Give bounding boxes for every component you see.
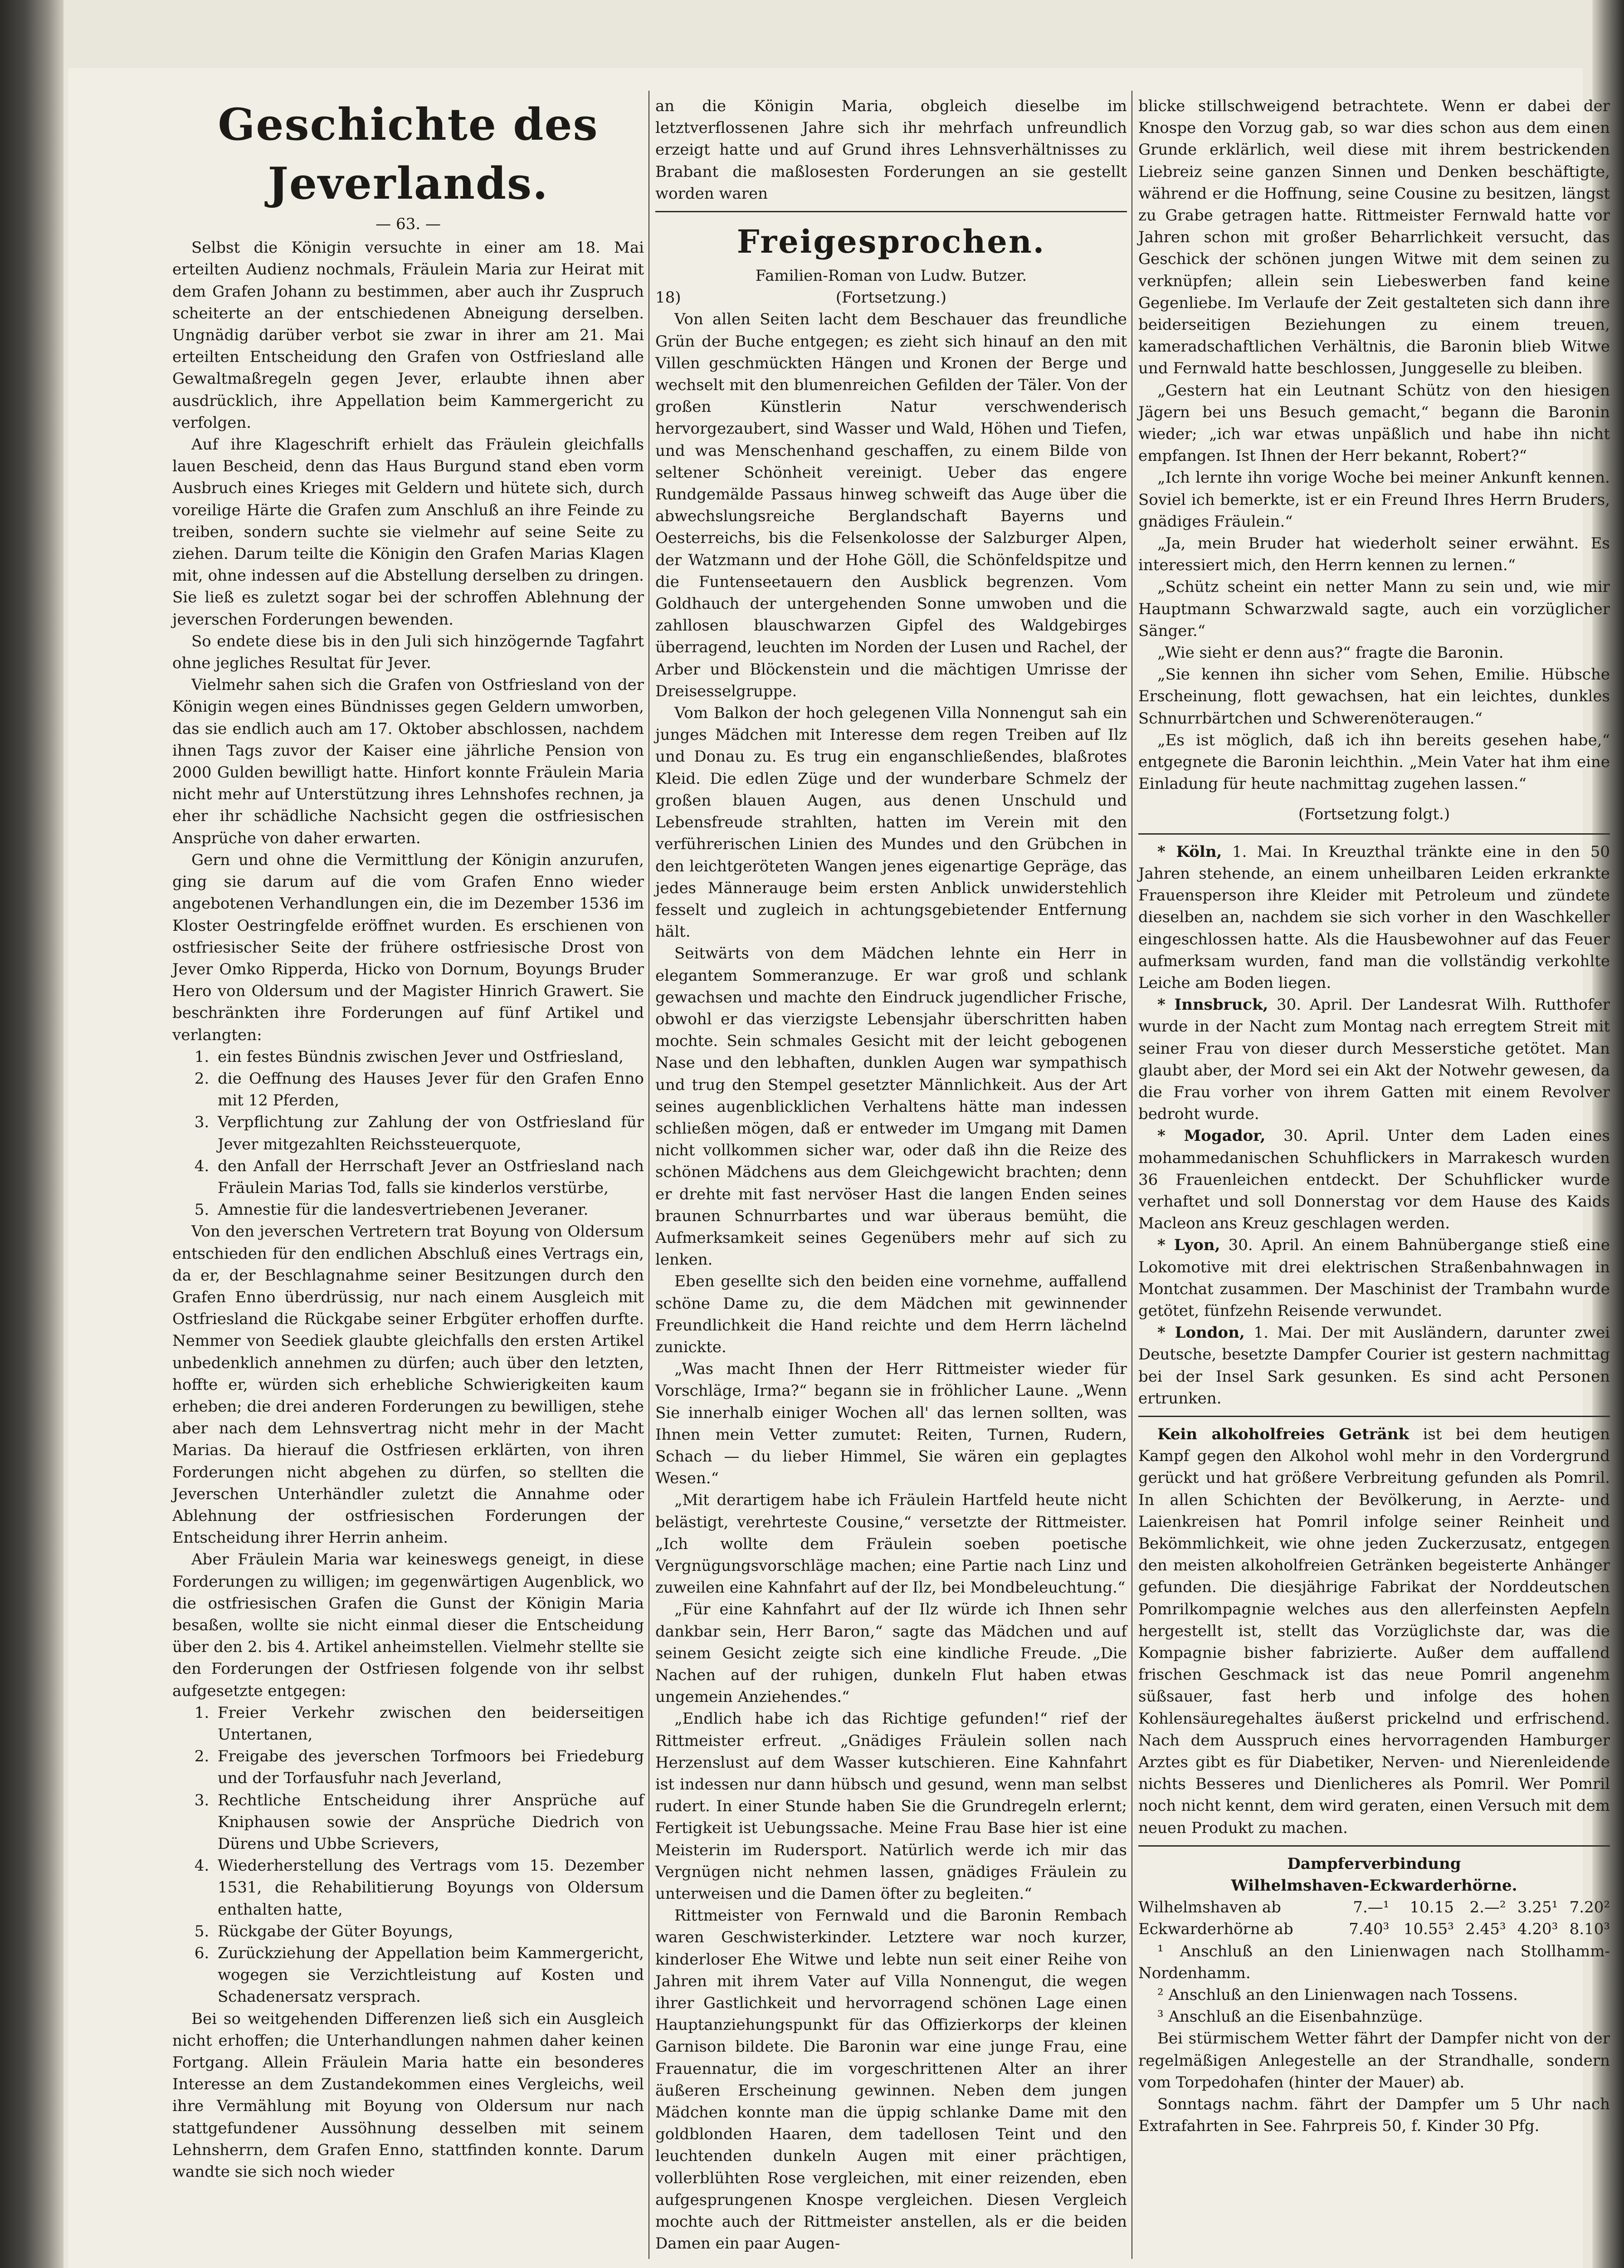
column-2 bbox=[655, 95, 1127, 2255]
table-row bbox=[1138, 1918, 1610, 1940]
paragraph: Aber Fräulein Maria war keineswegs geneigt, in diese Forderungen zu willigen; im gegenwärtigen Augenblick, wo die ostfriesischen Grafen die Gunst der Königin Maria besaßen, wollte sie nicht einmal dieser die Entscheidung über den 2. bis 4. Artikel anheimstellen. Vielmehr stellte sie den Forderungen der Ostfriesen folgende von ihr selbst aufgesetzte entgegen: bbox=[172, 1550, 644, 1700]
column-3 bbox=[1138, 95, 1610, 2137]
schedule-time: 4.20³ bbox=[1517, 1920, 1558, 1939]
paragraph: Eben gesellte sich den beiden eine vornehme, auffallend schöne Dame zu, die dem Mädchen mit gewinnender Freundlichkeit die Hand reichte und dem Herrn lächelnd zunickte. bbox=[655, 1272, 1127, 1356]
table-row bbox=[1138, 1897, 1610, 1918]
schedule-time: 8.10³ bbox=[1569, 1920, 1610, 1939]
news-item bbox=[1138, 841, 1610, 994]
counter-demands-list bbox=[172, 1702, 644, 2008]
paragraph: Vom Balkon der hoch gelegenen Villa Nonnengut sah ein junges Mädchen mit Interesse dem regen Treiben auf Ilz und Donau zu. Es trug ein enganschließendes, blaßrotes Kleid. Die edlen Züge und der wunderbare Schmelz der großen blauen Augen, aus denen Unschuld und Lebensfreude strahlten, hatten im Verein mit den verführerischen Linien des Mundes und den Grübchen in den leichtgeröteten Wangen jenes eigenartige Gepräge, das jedes Männerauge beim ersten Anblick unwiderstehlich fesselt und zugleich in achtungsgebietender Entfernung hält. bbox=[655, 704, 1127, 941]
paragraph: So endete diese bis in den Juli sich hinzögernde Tagfahrt ohne jegliches Resultat für Jever. bbox=[172, 632, 644, 673]
schedule-time: 3.25¹ bbox=[1517, 1898, 1558, 1917]
paragraph: „Wie sieht er denn aus?“ fragte die Baronin. bbox=[1157, 644, 1504, 662]
news-item bbox=[1138, 994, 1610, 1125]
schedule-time: 2.—² bbox=[1469, 1898, 1506, 1917]
paragraph: „Mit derartigem habe ich Fräulein Hartfeld heute nicht belästigt, verehrteste Cousine,“ versetzte der Rittmeister. „Ich wollte dem Fräulein soeben poetische Vergnügungsvorschläge machen; eine Partie nach Linz und zuweilen eine Kahnfahrt auf der Ilz, bei Mondbeleuchtung.“ bbox=[655, 1491, 1127, 1597]
list-item: 5. Amnestie für die landesvertriebenen Jeveraner. bbox=[214, 1199, 644, 1221]
footnote: ¹ Anschluß an den Linienwagen nach Stollhamm-Nordenhamm. bbox=[1138, 1942, 1610, 1982]
ad-text: ist bei dem heutigen Kampf gegen den Alkohol wohl mehr in den Vordergrund gerückt und hat größere Verbreitung gefunden als Pomril. In allen Schichten der Bevölkerung, in Aerzte- und Laienkreisen hat Pomril infolge seiner Reinheit und Bekömmlichkeit, wie ohne jeden Zuckerzusatz, entgegen den meisten alkoholfreien Getränken begeisterte Anhänger gefunden. Die diesjährige Fabrikat der Norddeutschen Pomrilkompagnie welches aus den allerfeinsten Aepfeln hergestellt ist, stellt das Vorzüglichste dar, was die Kompagnie bisher fabrizierte. Außer dem auffallend frischen Geschmack ist das neue Pomril angenehm süßsauer, fast herb und infolge des hohen Kohlensäuregehaltes äußerst prickelnd und erfrischend. Nach dem Ausspruch eines hervorragenden Hamburger Arztes gibt es für Diabetiker, Nerven- und Nierenleidende nichts Besseres und Dienlicheres als Pomril. Wer Pomril noch nicht kennt, dem wird geraten, einen Versuch mit dem neuen Produkt zu machen. bbox=[1138, 1425, 1610, 1837]
paragraph: Von allen Seiten lacht dem Beschauer das freundliche Grün der Buche entgegen; es zieht sich hinauf an den mit Villen geschmückten Hängen und Kronen der Berge und wechselt mit den blumenreichen Gefilden der Täler. Von der großen Künstlerin Natur verschwenderisch hervorgezaubert, sind Wasser und Wald, Höhen und Tiefen, und was Menschenhand geschaffen, zu einem Bilde von seltener Schönheit vereinigt. Ueber das engere Rundgemälde Passaus hinweg schweift das Auge über die abwechslungsreiche Berglandschaft Bayerns und Oesterreichs, bis die Felsenkolosse der Salzburger Alpen, der Watzmann und der Hohe Göll, die Schönfeldspitze und die Funtenseetauern den Ausblick begrenzen. Vom Goldhauch der untergehenden Sonne umwoben und die zahllosen blauschwarzen Gipfel des Waldgebirges überragend, leuchten im Norden der Lusen und Rachel, der Arber und Blöckenstein und die mächtigen Umrisse der Dreisesselgruppe. bbox=[655, 310, 1127, 700]
news-text: 30. April. Der Landesrat Wilh. Rutthofer wurde in der Nacht zum Montag nach erregtem Streit mit seiner Frau von dieser durch Messerstiche getötet. Man glaubt aber, der Mord sei ein Akt der Notwehr gewesen, da die Frau vorher von ihrem Gatten mit einem Revolver bedroht wurde. bbox=[1138, 996, 1610, 1124]
list-item: 4. Wiederherstellung des Vertrags vom 15. Dezember 1531, die Rehabilitierung Boyungs von Oldersum enthalten hatte, bbox=[214, 1855, 644, 1921]
divider bbox=[655, 211, 1127, 212]
installment-number: 18) bbox=[655, 288, 681, 307]
list-item: 2. Freigabe des jeverschen Torfmoors bei Friedeburg und der Torfausfuhr nach Jeverland, bbox=[214, 1745, 644, 1789]
news-place: * Innsbruck, bbox=[1157, 996, 1268, 1014]
news-text: 1. Mai. In Kreuzthal tränkte eine in den 50 Jahren stehende, an einem unheilbaren Leiden erkrankte Frauensperson ihre Kleider mit Petroleum und zündete dieselben an, nachdem sie sich vorher in den Waschkeller eingeschlossen hatte. Als die Hausbewohner auf das Feuer aufmerksam wurden, fand man die vollständig verkohlte Leiche am Boden liegen. bbox=[1138, 842, 1610, 992]
masthead-title: Geschichte des Jeverlands. bbox=[218, 99, 599, 209]
schedule-place: Eckwarderhörne ab bbox=[1138, 1920, 1293, 1939]
paragraph: blicke stillschweigend betrachtete. Wenn er dabei der Knospe den Vorzug gab, so war dies schon aus dem einen Grunde erklärlich, weil diese mit ihrem bestrickenden Liebreiz seine ganzen Sinnen und Denken beschäftigte, während er die Hoffnung, seine Cousine zu besitzen, längst zu Grabe getragen hatte. Rittmeister Fernwald hatte vor Jahren schon mit großer Beharrlichkeit versucht, das Geschick der schönen jungen Witwe mit dem seinen zu verknüpfen; allein sein Liebeswerben fand keine Gegenliebe. Im Verlaufe der Zeit gestalteten sich dann ihre beiderseitigen Beziehungen zu einem treuen, kameradschaftlichen Verhältnis, die Baronin blieb Witwe und Fernwald hatte beschlossen, Junggeselle zu bleiben. bbox=[1138, 97, 1610, 378]
news-text: 30. April. An einem Bahnübergange stieß eine Lokomotive mit drei elektrischen Straßenbahnwagen in Montchat zusammen. Der Maschinist der Trambahn wurde getötet, fünfzehn Reisende verwundet. bbox=[1138, 1236, 1610, 1320]
paragraph: „Ich lernte ihn vorige Woche bei meiner Ankunft kennen. Soviel ich bemerkte, ist er ein Freund Ihres Herrn Bruders, gnädiges Fräulein.“ bbox=[1138, 469, 1610, 531]
paragraph: Rittmeister von Fernwald und die Baronin Rembach waren Geschwisterkinder. Letztere war noch kurzer, kinderloser Ehe Witwe und lebte nun seit einer Reihe von Jahren mit ihrem Vater auf Villa Nonnengut, die wegen ihrer Gastlichkeit und hervorragend schönen Lage einen Hauptanziehungspunkt für das Offizierkorps der kleinen Garnison bildete. Die Baronin war eine junge Frau, eine Frauennatur, die im vorgeschrittenen Alter an ihrer äußeren Erscheinung gewinnen. Neben dem jungen Mädchen konnte man die üppig schlanke Dame mit den goldblonden Haaren, dem tadellosen Teint und den leuchtenden dunkeln Augen mit einer prächtigen, vollerblühten Rose vergleichen, mit einer reizenden, eben aufgesprungenen Knospe vergleichen. Diesen Vergleich mochte auch der Rittmeister anstellen, als er die beiden Damen ein paar Augen- bbox=[655, 1906, 1127, 2253]
list-item: 1. ein festes Bündnis zwischen Jever und Ostfriesland, bbox=[214, 1046, 644, 1068]
advertisement bbox=[1138, 1423, 1610, 1839]
paragraph: Bei so weitgehenden Differenzen ließ sich ein Ausgleich nicht erhoffen; die Unterhandlungen nahmen daher keinen Fortgang. Allein Fräulein Maria hatte ein besonderes Interesse an dem Zustandekommen eines Vergleichs, weil ihre Vermählung mit Boyung von Oldersum nur nach stattgefundener Aussöhnung desselben mit seinem Lehnsherrn, dem Grafen Enno, stattfinden konnte. Darum wandte sie sich noch wieder bbox=[172, 2009, 644, 2181]
list-item: 3. Verpflichtung zur Zahlung der von Ostfriesland für Jever mitgezahlten Reichssteuerquote, bbox=[214, 1111, 644, 1155]
paragraph: „Sie kennen ihn sicher vom Sehen, Emilie. Hübsche Erscheinung, flott gewachsen, hat ein leichtes, dunkles Schnurrbärtchen und Schwerenöteraugen.“ bbox=[1138, 665, 1610, 728]
paragraph: Von den jeverschen Vertretern trat Boyung von Oldersum entschieden für den endlichen Abschluß eines Vertrags ein, da er, der Beschlagnahme seiner Besitzungen durch den Grafen Enno überdrüssig, nur nach einem Ausgleich mit Ostfriesland die Rückgabe seiner Erbgüter erhoffen durfte. Nemmer von Seediek glaubte gleichfalls den ersten Artikel unbedenklich annehmen zu dürfen; auch über den letzten, hoffte er, würden sich erhebliche Schwierigkeiten kaum erheben; die drei anderen Forderungen zu bewilligen, stehe aber nach dem Lehnsvertrag nicht mehr in der Macht Marias. Da hierauf die Ostfriesen erklärten, von ihren Forderungen nicht abgehen zu dürfen, so stellten die Jeverschen Unterhändler zuletzt die Annahme oder Ablehnung der ostfriesischen Forderungen der Entscheidung ihrer Herrin anheim. bbox=[172, 1222, 644, 1547]
paragraph: „Es ist möglich, daß ich ihn bereits gesehen habe,“ entgegnete die Baronin leichthin. „Mein Vater hat ihm eine Einladung für heute nachmittag zugehen lassen.“ bbox=[1138, 731, 1610, 793]
divider bbox=[1138, 1845, 1610, 1847]
novel-subtitle: Familien-Roman von Ludw. Butzer. bbox=[755, 267, 1027, 285]
paragraph: Selbst die Königin versuchte in einer am 18. Mai erteilten Audienz nochmals, Fräulein Maria zur Heirat mit dem Grafen Johann zu bestimmen, aber auch ihr Zuspruch scheiterte an der entschiedenen Abneigung derselben. Ungnädig darüber verbot sie zwar in ihrer am 21. Mai erteilten Entscheidung den Grafen von Ostfriesland alle Gewaltmaßregeln gegen Jever, erlaubte ihnen aber ausdrücklich, ihre Appellation beim Kammergericht zu verfolgen. bbox=[172, 239, 644, 432]
news-item bbox=[1138, 1125, 1610, 1234]
installment-line bbox=[655, 287, 1127, 308]
footnote: ² Anschluß an den Linienwagen nach Tossens. bbox=[1157, 1986, 1518, 2004]
paragraph: an die Königin Maria, obgleich dieselbe im letztverflossenen Jahre sich ihr mehrfach unfreundlich erzeigt hatte und auf Grund ihres Lehnsverhältnisses zu Brabant die maßlosesten Forderungen an sie gestellt worden waren bbox=[655, 97, 1127, 203]
newspaper-page bbox=[68, 68, 1610, 2268]
paragraph: „Endlich habe ich das Richtige gefunden!“ rief der Rittmeister erfreut. „Gnädiges Fräulein sollen nach Herzenslust auf dem Wasser kutschieren. Eine Kahnfahrt ist indessen nur dann hübsch und gesund, wenn man selbst rudert. In einer Stunde haben Sie die Grundregeln erlernt; Fertigkeit ist Uebungssache. Meine Frau Base hier ist eine Meisterin im Rudersport. Natürlich werde ich mir das Vergnügen nicht nehmen lassen, gnädiges Fräulein zu unterweisen und die Damen öfter zu begleiten.“ bbox=[655, 1710, 1127, 1903]
list-item: 5. Rückgabe der Güter Boyungs, bbox=[214, 1921, 644, 1942]
schedule-time: 7.40³ bbox=[1349, 1920, 1390, 1939]
news-item bbox=[1138, 1234, 1610, 1322]
news-place: * Köln, bbox=[1157, 842, 1222, 861]
part-number: — 63. — bbox=[376, 215, 441, 233]
ferry-note: Bei stürmischem Wetter fährt der Dampfer nicht von der regelmäßigen Anlegestelle an der Strandhalle, sondern vom Torpedohafen (hinter der Mauer) ab. bbox=[1138, 2029, 1610, 2092]
ferry-schedule bbox=[1138, 1897, 1610, 1940]
news-place: * London, bbox=[1157, 1324, 1245, 1342]
paragraph: „Was macht Ihnen der Herr Rittmeister wieder für Vorschläge, Irma?“ begann sie in fröhlicher Laune. „Wenn Sie innerhalb einiger Wochen all' das lernen sollten, was Ihnen mein Vetter zumutet: Reiten, Turnen, Rudern, Schach — du lieber Himmel, Sie wären ein geplagtes Wesen.“ bbox=[655, 1360, 1127, 1488]
column-rule bbox=[1131, 91, 1132, 2259]
footnote: ³ Anschluß an die Eisenbahnzüge. bbox=[1157, 2008, 1423, 2026]
continuation-label: (Fortsetzung.) bbox=[835, 288, 947, 307]
schedule-time: 7.—¹ bbox=[1353, 1898, 1390, 1917]
column-1 bbox=[172, 95, 644, 2183]
divider bbox=[1138, 833, 1610, 835]
paragraph: „Schütz scheint ein netter Mann zu sein und, wie mir Hauptmann Schwarzwald sagte, auch ein vorzüglicher Sänger.“ bbox=[1138, 578, 1610, 640]
schedule-time: 7.20² bbox=[1569, 1898, 1610, 1917]
ferry-title: Dampferverbindung bbox=[1287, 1854, 1461, 1873]
ferry-note: Sonntags nachm. fährt der Dampfer um 5 Uhr nach Extrafahrten in See. Fahrpreis 50, f. Kinder 30 Pfg. bbox=[1138, 2095, 1610, 2136]
list-item: 6. Zurückziehung der Appellation beim Kammergericht, wogegen sie Verzichtleistung auf Kosten und Schadenersatz versprach. bbox=[214, 1942, 644, 2008]
book-binding bbox=[0, 0, 63, 2268]
schedule-time: 10.15 bbox=[1409, 1898, 1454, 1917]
news-text: 1. Mai. Der mit Ausländern, darunter zwei Deutsche, besetzte Dampfer Courier ist gestern nachmittag bei der Insel Sark gesunken. Es sind acht Personen ertrunken. bbox=[1138, 1324, 1610, 1408]
ad-title: Kein alkoholfreies Getränk bbox=[1157, 1425, 1409, 1443]
paragraph: Gern und ohne die Vermittlung der Königin anzurufen, ging sie darum auf die vom Grafen Enno wieder angebotenen Verhandlungen ein, die im Dezember 1536 im Kloster Oestringfelde eröffnet wurden. Es erschienen von ostfriesischer Seite der frühere ostfriesische Drost von Jever Omko Ripperda, Hicko von Dornum, Boyungs Bruder Hero von Oldersum und der Magister Hinrich Grawert. Sie beschränkten ihre Forderungen auf fünf Artikel und verlangten: bbox=[172, 850, 644, 1044]
news-item bbox=[1138, 1322, 1610, 1409]
schedule-time: 10.55³ bbox=[1403, 1920, 1454, 1939]
list-item: 1. Freier Verkehr zwischen den beiderseitigen Untertanen, bbox=[214, 1702, 644, 1745]
news-place: * Mogador, bbox=[1157, 1127, 1266, 1145]
paragraph: Auf ihre Klageschrift erhielt das Fräulein gleichfalls lauen Bescheid, denn das Haus Burgund stand eben vorm Ausbruch eines Krieges mit Geldern und hütete sich, durch voreilige Härte die Grafen zum Anschluß an ihre Feinde zu treiben, sondern suchte sie vielmehr auf seine Seite zu ziehen. Darum teilte die Königin den Grafen Marias Klagen mit, ohne indessen auf die Abstellung derselben zu dringen. Sie ließ es zuletzt sogar bei der schroffen Ablehnung der jeverschen Forderungen bewenden. bbox=[172, 435, 644, 629]
novel-title: Freigesprochen. bbox=[736, 223, 1046, 261]
paragraph: „Für eine Kahnfahrt auf der Ilz würde ich Ihnen sehr dankbar sein, Herr Baron,“ sagte das Mädchen und auf seinem Gesicht zeigte sich eine kindliche Freude. „Die Nachen auf der ruhigen, dunkeln Flut haben etwas ungemein Anziehendes.“ bbox=[655, 1600, 1127, 1706]
schedule-place: Wilhelmshaven ab bbox=[1138, 1898, 1281, 1917]
paragraph: „Gestern hat ein Leutnant Schütz von den hiesigen Jägern bei uns Besuch gemacht,“ begann die Baronin wieder; „ich war etwas unpäßlich und habe ihn nicht empfangen. Ist Ihnen der Herr bekannt, Robert?“ bbox=[1138, 381, 1610, 465]
ferry-route: Wilhelmshaven-Eckwarderhörne. bbox=[1231, 1877, 1517, 1895]
news-text: 30. April. Unter dem Laden eines mohammedanischen Schuhflickers in Marrakesch wurden 36 Frauenleichen entdeckt. Der Schuhflicker wurde verhaftet und soll Donnerstag vor dem Hause des Kaids Macleon ans Kreuz geschlagen werden. bbox=[1138, 1127, 1610, 1233]
list-item: 4. den Anfall der Herrschaft Jever an Ostfriesland nach Fräulein Marias Tod, falls sie kinderlos verstürbe, bbox=[214, 1155, 644, 1199]
paragraph: „Ja, mein Bruder hat wiederholt seiner erwähnt. Es interessiert mich, den Herrn kennen zu lernen.“ bbox=[1138, 534, 1610, 575]
schedule-time: 2.45³ bbox=[1465, 1920, 1506, 1939]
divider bbox=[1138, 1416, 1610, 1417]
list-item: 3. Rechtliche Entscheidung ihrer Ansprüche auf Kniphausen sowie der Ansprüche Diedrich von Dürens und Ubbe Scrievers, bbox=[214, 1789, 644, 1855]
continued-label: (Fortsetzung folgt.) bbox=[1298, 805, 1450, 823]
demands-list bbox=[172, 1046, 644, 1221]
paragraph: Seitwärts von dem Mädchen lehnte ein Herr in elegantem Sommeranzuge. Er war groß und schlank gewachsen und machte den Eindruck jugendlicher Frische, obwohl er das vierzigste Lebensjahr überschritten haben mochte. Sein schmales Gesicht mit der leicht gebogenen Nase und den lebhaften, dunklen Augen war sympathisch und trug den Stempel gesetzter Männlichkeit. Aus der Art seines augenblicklichen Verhaltens hätte man indessen schließen mögen, daß er entweder im Umgang mit Damen nicht vollkommen sicher war, oder daß ihn die Reize des schönen Mädchens aus dem Gleichgewicht brachten; denn er drehte mit fast nervöser Hast die langen Enden seines braunen Schnurrbartes und war überaus bemüht, die Aufmerksamkeit seines Gegenübers mehr auf sich zu lenken. bbox=[655, 944, 1127, 1269]
list-item: 2. die Oeffnung des Hauses Jever für den Grafen Enno mit 12 Pferden, bbox=[214, 1068, 644, 1111]
news-place: * Lyon, bbox=[1157, 1236, 1220, 1255]
paragraph: Vielmehr sahen sich die Grafen von Ostfriesland von der Königin wegen eines Bündnisses gegen Geldern umworben, das sie endlich auch am 17. Oktober abschlossen, nachdem ihnen Tags zuvor der Kaiser eine jährliche Pension von 2000 Gulden bewilligt hatte. Hinfort konnte Fräulein Maria nicht mehr auf Unterstützung ihres Lehnshofes rechnen, ja eher ihr schädliche Nachsicht gegen die ostfriesischen Ansprüche von daher erwarten. bbox=[172, 676, 644, 847]
